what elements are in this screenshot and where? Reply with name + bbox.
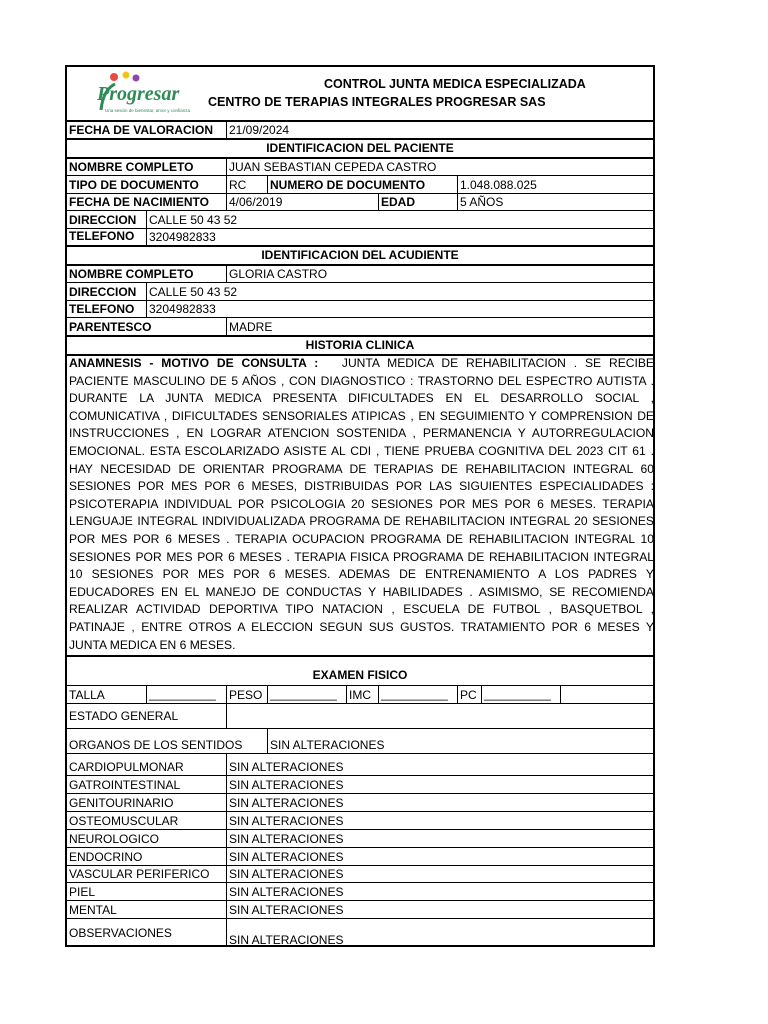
talla-blank: __________ (149, 687, 216, 701)
anamnesis-text: JUNTA MEDICA DE REHABILITACION . SE RECIBE PACIENTE MASCULINO DE 5 AÑOS , CON DIAGNOSTICO : TRASTORNO DEL ESPECTRO AUTISTA . DURANTE LA JUNTA MEDICA PRESENTA DIFICULTADES EN EL DESARROLLO SOCIAL , COMUNICATIVA , DIFICULTADES SENSORIALES ATIPICAS , EN SEGUIMIENTO Y COMPRENSION DE INSTRUCCIONES , EN LOGRAR ATENCION SOSTENIDA , PERMANENCIA Y AUTORREGULACION EMOCIONAL. ESTA ESCOLARIZADO ASISTE AL CDI , TIENE PRUEBA COGNITIVA DEL 2023 CIT 61 . HAY NECESIDAD DE ORIENTAR PROGRAMA DE TERAPIAS DE REHABILITACION INTEGRAL 60 SESIONES POR MES POR 6 MESES, DISTRIBUIDAS POR LAS SIGUIENTES ESPECIALIDADES : PSICOTERAPIA INDIVIDUAL POR PSICOLOGIA 20 SESIONES POR MES POR 6 MESES. TERAPIA LENGUAJE INTEGRAL INDIVIDUALIZADA PROGRAMA DE REHABILITACION INTEGRAL 20 SESIONES POR MES POR 6 MESES . TERAPIA OCUPACION PROGRAMA DE REHABILITACION INTEGRAL 10 SESIONES POR MES POR 6 MESES . TERAPIA FISICA PROGRAMA DE REHABILITACION INTEGRAL 10 SESIONES POR MES POR 6 MESES. ADEMAS DE ENTRENAMIENTO A LOS PADRES Y EDUCADORES EN EL MANEJO DE CONDUCTAS Y HABILIDADES . ASIMISMO, SE RECOMIENDA REALIZAR ACTIVIDAD DEPORTIVA TIPO NATACION , ESCUELA DE FUTBOL , BASQUETBOL , PATINAJE , ENTRE OTROS A ELECCION SEGUN SUS GUSTOS. TRATAMIENTO POR 6 MESES Y JUNTA MEDICA EN 6 MESES. (69, 356, 654, 652)
num-doc: 1.048.088.025 (460, 178, 537, 192)
estado-general-label: ESTADO GENERAL (69, 709, 179, 723)
organos-value: SIN ALTERACIONES (270, 738, 385, 752)
nacimiento-label: FECHA DE NACIMIENTO (69, 195, 210, 209)
exam-row-label: MENTAL (69, 903, 117, 918)
exam-row-label: OSTEOMUSCULAR (69, 813, 179, 828)
pc-label: PC (460, 688, 477, 702)
exam-row-value: SIN ALTERACIONES (229, 795, 344, 810)
acudiente-direccion-label: DIRECCION (69, 285, 137, 299)
observaciones-value: SIN ALTERACIONES (229, 933, 344, 947)
medical-form (65, 65, 655, 947)
form-title: CONTROL JUNTA MEDICA ESPECIALIZADA (324, 77, 586, 91)
peso-label: PESO (229, 688, 263, 702)
exam-row-label: CARDIOPULMONAR (69, 760, 184, 774)
section-acudiente: IDENTIFICACION DEL ACUDIENTE (261, 248, 459, 262)
edad: 5 AÑOS (460, 195, 504, 209)
parentesco-label: PARENTESCO (69, 320, 152, 334)
pc-blank: __________ (484, 687, 551, 701)
paciente-direccion-label: DIRECCION (69, 213, 137, 227)
exam-row-value: SIN ALTERACIONES (229, 903, 344, 918)
anamnesis-paragraph (69, 355, 654, 654)
paciente-telefono: 3204982833 (149, 230, 216, 244)
nacimiento: 4/06/2019 (229, 195, 283, 209)
organos-label: ORGANOS DE LOS SENTIDOS (69, 738, 243, 752)
form-subtitle: CENTRO DE TERAPIAS INTEGRALES PROGRESAR SAS (208, 95, 546, 109)
num-doc-label: NUMERO DE DOCUMENTO (270, 178, 426, 192)
exam-row-value: SIN ALTERACIONES (229, 831, 344, 846)
imc-label: IMC (349, 688, 371, 702)
paciente-nombre-label: NOMBRE COMPLETO (69, 160, 194, 174)
paciente-direccion: CALLE 50 43 52 (149, 213, 238, 227)
section-examen: EXAMEN FISICO (312, 668, 408, 682)
logo-wordmark: Progresar (97, 83, 180, 105)
exam-row-label: PIEL (69, 885, 96, 900)
exam-row-label: NEUROLOGICO (69, 831, 160, 846)
exam-row-value: SIN ALTERACIONES (229, 760, 344, 774)
tipo-doc: RC (229, 178, 247, 192)
acudiente-nombre-label: NOMBRE COMPLETO (69, 267, 194, 281)
exam-row-label: GATROINTESTINAL (69, 777, 181, 792)
exam-row-value: SIN ALTERACIONES (229, 777, 344, 792)
exam-row-label: ENDOCRINO (69, 849, 143, 864)
acudiente-telefono-label: TELEFONO (69, 302, 135, 316)
exam-row-value: SIN ALTERACIONES (229, 885, 344, 900)
exam-row-value: SIN ALTERACIONES (229, 849, 344, 864)
exam-row-value: SIN ALTERACIONES (229, 867, 344, 882)
exam-row-value: SIN ALTERACIONES (229, 813, 344, 828)
paciente-nombre: JUAN SEBASTIAN CEPEDA CASTRO (229, 160, 437, 174)
valoracion-label: FECHA DE VALORACION (69, 123, 213, 137)
logo-tagline: Una sesión de bienestar, amor y confianza (105, 108, 191, 113)
exam-row-label: GENITOURINARIO (69, 795, 174, 810)
peso-blank: __________ (270, 687, 337, 701)
acudiente-direccion: CALLE 50 43 52 (149, 285, 238, 299)
edad-label: EDAD (381, 195, 416, 209)
parentesco: MADRE (229, 320, 273, 334)
section-paciente: IDENTIFICACION DEL PACIENTE (266, 141, 454, 155)
section-historia: HISTORIA CLINICA (305, 338, 415, 352)
imc-blank: __________ (381, 687, 448, 701)
valoracion-value: 21/09/2024 (229, 123, 290, 137)
exam-row-label: VASCULAR PERIFERICO (69, 867, 210, 882)
acudiente-telefono: 3204982833 (149, 302, 216, 316)
paciente-telefono-label: TELEFONO (69, 229, 135, 243)
progresar-logo (81, 70, 191, 120)
acudiente-nombre: GLORIA CASTRO (229, 267, 328, 281)
observaciones-label: OBSERVACIONES (69, 926, 172, 940)
talla-label: TALLA (69, 688, 105, 702)
anamnesis-label: ANAMNESIS - MOTIVO DE CONSULTA : (69, 356, 319, 370)
tipo-doc-label: TIPO DE DOCUMENTO (69, 178, 199, 192)
